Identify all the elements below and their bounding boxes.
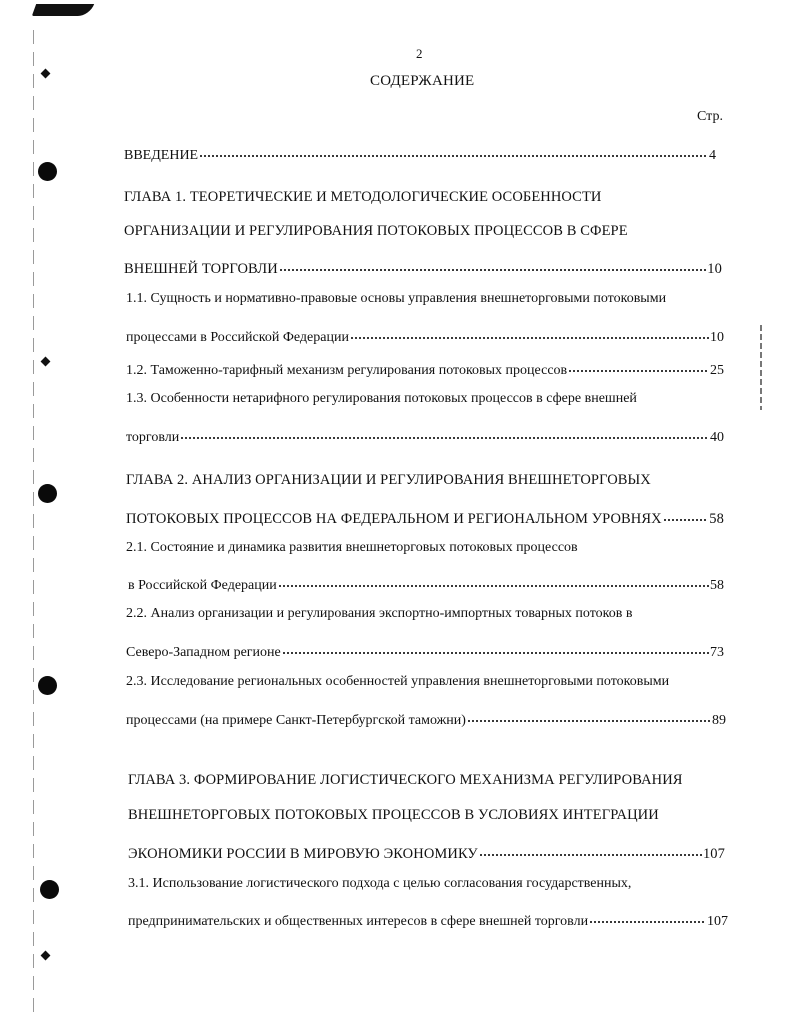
scan-speck <box>41 357 51 367</box>
chapter-1-title-line-1[interactable]: ГЛАВА 1. ТЕОРЕТИЧЕСКИЕ И МЕТОДОЛОГИЧЕСКИЕ ОСОБЕННОСТИ <box>124 189 602 205</box>
toc-entry-label: процессами в Российской Федерации <box>126 330 349 345</box>
dot-leader <box>180 424 709 441</box>
toc-entry-chapter-1[interactable] <box>124 256 722 276</box>
dot-leader <box>568 357 709 374</box>
toc-entry-chapter-2[interactable] <box>126 506 724 526</box>
toc-entry-label: Северо-Западном регионе <box>126 645 281 660</box>
scan-speck <box>41 69 51 79</box>
toc-entry-label: процессами (на примере Санкт-Петербургской таможни) <box>126 713 466 728</box>
toc-page-number: 10 <box>710 330 724 345</box>
toc-page-number: 58 <box>710 578 724 593</box>
toc-page-number: 10 <box>707 261 722 277</box>
toc-entry-label: ВВЕДЕНИЕ <box>124 148 199 163</box>
toc-entry-intro[interactable] <box>124 142 716 162</box>
dot-leader <box>282 639 709 656</box>
section-3-1-line-1[interactable]: 3.1. Использование логистического подхода с целью согласования государственных, <box>128 876 632 891</box>
chapter-3-title-line-2[interactable]: ВНЕШНЕТОРГОВЫХ ПОТОКОВЫХ ПРОЦЕССОВ В УСЛОВИЯХ ИНТЕГРАЦИИ <box>128 807 659 823</box>
dot-leader <box>467 707 711 724</box>
page-number: 2 <box>416 46 423 61</box>
toc-entry-section-2-2[interactable] <box>126 639 724 659</box>
toc-page-number: 73 <box>710 645 724 660</box>
toc-page-number: 25 <box>710 363 724 378</box>
section-2-1-line-1[interactable]: 2.1. Состояние и динамика развития внешнеторговых потоковых процессов <box>126 540 578 555</box>
dot-leader <box>663 506 709 523</box>
toc-entry-chapter-3[interactable] <box>128 841 725 861</box>
toc-entry-section-1-2[interactable] <box>126 357 724 377</box>
section-2-2-line-1[interactable]: 2.2. Анализ организации и регулирования экспортно-импортных товарных потоков в <box>126 606 633 621</box>
chapter-3-title-line-1[interactable]: ГЛАВА 3. ФОРМИРОВАНИЕ ЛОГИСТИЧЕСКОГО МЕХАНИЗМА РЕГУЛИРОВАНИЯ <box>128 772 683 788</box>
chapter-1-title-line-2[interactable]: ОРГАНИЗАЦИИ И РЕГУЛИРОВАНИЯ ПОТОКОВЫХ ПРОЦЕССОВ В СФЕРЕ <box>124 223 628 239</box>
page-column-label: Стр. <box>697 109 723 124</box>
dot-leader <box>199 142 708 159</box>
toc-entry-label: ВНЕШНЕЙ ТОРГОВЛИ <box>124 261 278 277</box>
toc-page-number: 58 <box>709 511 724 527</box>
toc-entry-section-2-3[interactable] <box>126 707 726 727</box>
dot-leader <box>479 841 702 858</box>
punch-hole <box>38 162 57 181</box>
toc-page-number: 89 <box>712 713 726 728</box>
toc-entry-section-1-1[interactable] <box>126 324 724 344</box>
dot-leader <box>350 324 709 341</box>
toc-entry-label: предпринимательских и общественных интересов в сфере внешней торговли <box>128 914 589 929</box>
dot-leader <box>279 256 707 273</box>
chapter-2-title-line-1[interactable]: ГЛАВА 2. АНАЛИЗ ОРГАНИЗАЦИИ И РЕГУЛИРОВАНИЯ ВНЕШНЕТОРГОВЫХ <box>126 472 651 488</box>
toc-page-number: 107 <box>702 846 725 862</box>
toc-entry-label: в Российской Федерации <box>128 578 277 593</box>
toc-entry-section-1-3[interactable] <box>126 424 724 444</box>
section-1-1-line-1[interactable]: 1.1. Сущность и нормативно-правовые основы управления внешнеторговыми потоковыми <box>126 291 667 306</box>
page-title: СОДЕРЖАНИЕ <box>370 73 475 89</box>
punch-hole <box>38 484 57 503</box>
scan-speck <box>41 951 51 961</box>
binding-margin-line <box>33 30 34 1020</box>
toc-page-number: 4 <box>709 148 716 163</box>
scan-scratch <box>760 325 762 410</box>
dot-leader <box>589 908 706 925</box>
section-1-3-line-1[interactable]: 1.3. Особенности нетарифного регулирования потоковых процессов в сфере внешней <box>126 391 637 406</box>
toc-entry-label: торговли <box>126 430 180 445</box>
toc-entry-label: ЭКОНОМИКИ РОССИИ В МИРОВУЮ ЭКОНОМИКУ <box>128 846 478 862</box>
punch-hole <box>40 880 59 899</box>
toc-entry-section-2-1[interactable] <box>128 572 724 592</box>
dot-leader <box>278 572 709 589</box>
toc-entry-section-3-1[interactable] <box>128 908 728 928</box>
scan-corner-mark <box>32 4 94 16</box>
toc-page-number: 40 <box>710 430 724 445</box>
section-2-3-line-1[interactable]: 2.3. Исследование региональных особенностей управления внешнеторговыми потоковыми <box>126 674 670 689</box>
toc-entry-label: ПОТОКОВЫХ ПРОЦЕССОВ НА ФЕДЕРАЛЬНОМ И РЕГИОНАЛЬНОМ УРОВНЯХ <box>126 511 662 527</box>
toc-page-number: 107 <box>707 914 728 929</box>
punch-hole <box>38 676 57 695</box>
toc-entry-label: 1.2. Таможенно-тарифный механизм регулирования потоковых процессов <box>126 363 568 378</box>
